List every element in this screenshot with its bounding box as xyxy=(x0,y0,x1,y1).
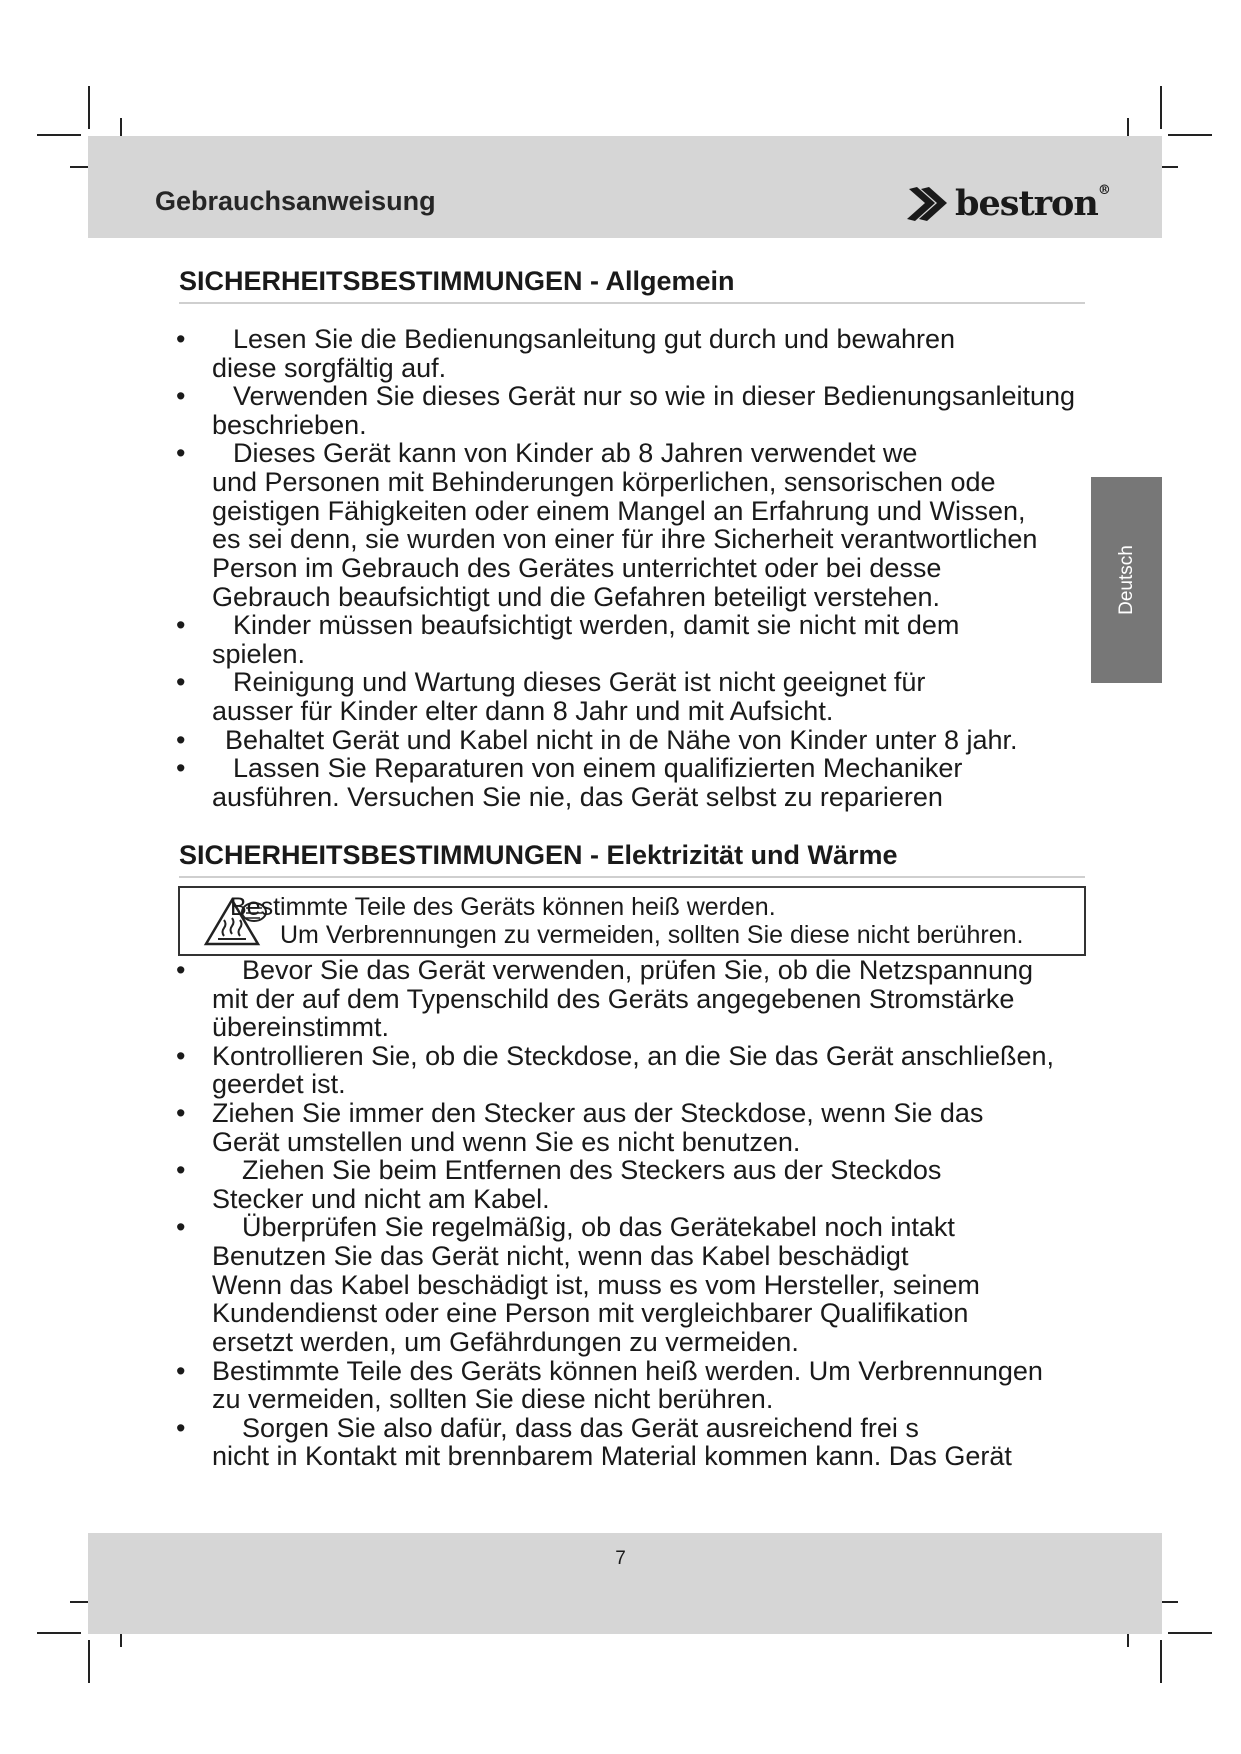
language-tab xyxy=(1091,477,1162,683)
text-line: Wenn das Kabel beschädigt ist, muss es vom Hersteller, seinem xyxy=(212,1270,980,1300)
warning-line: Um Verbrennungen zu vermeiden, sollten Sie diese nicht berühren. xyxy=(280,921,1024,949)
text-line: Lesen Sie die Bedienungsanleitung gut durch und bewahren xyxy=(233,324,956,354)
bullet: • xyxy=(176,1212,186,1242)
text-line: diese sorgfältig auf. xyxy=(212,353,447,383)
text-line: Kinder müssen beaufsichtigt werden, damit sie nicht mit dem xyxy=(233,610,960,640)
text-line: ersetzt werden, um Gefährdungen zu vermeiden. xyxy=(212,1327,799,1357)
crop-mark xyxy=(37,1632,81,1634)
brand-name-text: bestron xyxy=(955,182,1098,224)
crop-mark xyxy=(1160,86,1162,129)
text-line: Sorgen Sie also dafür, dass das Gerät ausreichend frei s xyxy=(242,1413,919,1443)
page-edge-mask xyxy=(1210,300,1241,1500)
bullet: • xyxy=(176,1155,186,1185)
bullet: • xyxy=(176,1041,186,1071)
brand-registered-mark: ® xyxy=(1097,182,1110,198)
bullet: • xyxy=(176,725,186,755)
crop-mark xyxy=(37,134,81,136)
text-line: Behaltet Gerät und Kabel nicht in de Nähe von Kinder unter 8 jahr. xyxy=(225,725,1018,755)
page-number: 7 xyxy=(615,1548,626,1569)
text-line: Bestimmte Teile des Geräts können heiß werden. Um Verbrennungen xyxy=(212,1356,1043,1386)
text-line: ausser für Kinder elter dann 8 Jahr und mit Aufsicht. xyxy=(212,696,834,726)
section-title-general: SICHERHEITSBESTIMMUNGEN - Allgemein xyxy=(179,266,735,296)
text-line: es sei denn, sie wurden von einer für ihre Sicherheit verantwortlichen xyxy=(212,524,1038,554)
text-line: Bevor Sie das Gerät verwenden, prüfen Sie, ob die Netzspannung xyxy=(242,955,1033,985)
text-line: und Personen mit Behinderungen körperlichen, sensorischen ode xyxy=(212,467,996,497)
crop-mark xyxy=(1160,1640,1162,1683)
text-line: Dieses Gerät kann von Kinder ab 8 Jahren verwendet we xyxy=(233,438,918,468)
crop-mark xyxy=(88,86,90,129)
brand-logo xyxy=(905,180,1110,226)
bullet: • xyxy=(176,955,186,985)
text-line: mit der auf dem Typenschild des Geräts angegebenen Stromstärke xyxy=(212,984,1015,1014)
text-line: Gebrauch beaufsichtigt und die Gefahren beteiligt verstehen. xyxy=(212,582,940,612)
text-line: beschrieben. xyxy=(212,410,367,440)
bullet: • xyxy=(176,667,186,697)
bullet: • xyxy=(176,1356,186,1386)
brand-chevron-icon xyxy=(905,183,951,223)
text-line: geistigen Fähigkeiten oder einem Mangel an Erfahrung und Wissen, xyxy=(212,496,1026,526)
warning-line: Bestimmte Teile des Geräts können heiß werden. xyxy=(230,893,776,921)
language-tab-label: Deutsch xyxy=(1115,545,1137,615)
text-line: nicht in Kontakt mit brennbarem Material kommen kann. Das Gerät xyxy=(212,1441,1012,1471)
section-title-electricity: SICHERHEITSBESTIMMUNGEN - Elektrizität und Wärme xyxy=(179,840,898,870)
text-line: Gerät umstellen und wenn Sie es nicht benutzen. xyxy=(212,1127,801,1157)
text-line: geerdet ist. xyxy=(212,1069,346,1099)
bullet: • xyxy=(176,438,186,468)
bullet: • xyxy=(176,753,186,783)
text-line: Lassen Sie Reparaturen von einem qualifizierten Mechaniker xyxy=(233,753,963,783)
hot-surface-warning xyxy=(178,886,1086,956)
text-line: Kontrollieren Sie, ob die Steckdose, an die Sie das Gerät anschließen, xyxy=(212,1041,1054,1071)
text-line: Überprüfen Sie regelmäßig, ob das Gerätekabel noch intakt xyxy=(242,1212,955,1242)
text-line: übereinstimmt. xyxy=(212,1012,390,1042)
text-line: Person im Gebrauch des Gerätes unterrichtet oder bei desse xyxy=(212,553,942,583)
text-line: spielen. xyxy=(212,639,306,669)
crop-mark xyxy=(1168,1632,1212,1634)
text-line: Verwenden Sie dieses Gerät nur so wie in dieser Bedienungsanleitung xyxy=(233,381,1076,411)
text-line: Kundendienst oder eine Person mit vergleichbarer Qualifikation xyxy=(212,1298,969,1328)
bullet: • xyxy=(176,381,186,411)
text-line: Benutzen Sie das Gerät nicht, wenn das Kabel beschädigt xyxy=(212,1241,909,1271)
text-line: Ziehen Sie immer den Stecker aus der Steckdose, wenn Sie das xyxy=(212,1098,984,1128)
text-line: Stecker und nicht am Kabel. xyxy=(212,1184,550,1214)
text-line: Reinigung und Wartung dieses Gerät ist nicht geeignet für xyxy=(233,667,926,697)
text-line: Ziehen Sie beim Entfernen des Steckers aus der Steckdos xyxy=(242,1155,942,1185)
brand-name xyxy=(955,183,1110,224)
bullet: • xyxy=(176,610,186,640)
crop-mark xyxy=(1168,134,1212,136)
bullet: • xyxy=(176,1098,186,1128)
section-divider xyxy=(179,876,1085,878)
bullet: • xyxy=(176,1413,186,1443)
section-divider xyxy=(179,302,1085,304)
text-line: zu vermeiden, sollten Sie diese nicht berühren. xyxy=(212,1384,774,1414)
document-title: Gebrauchsanweisung xyxy=(155,186,436,216)
text-line: ausführen. Versuchen Sie nie, das Gerät selbst zu reparieren xyxy=(212,782,943,812)
crop-mark xyxy=(88,1640,90,1683)
bullet: • xyxy=(176,324,186,354)
